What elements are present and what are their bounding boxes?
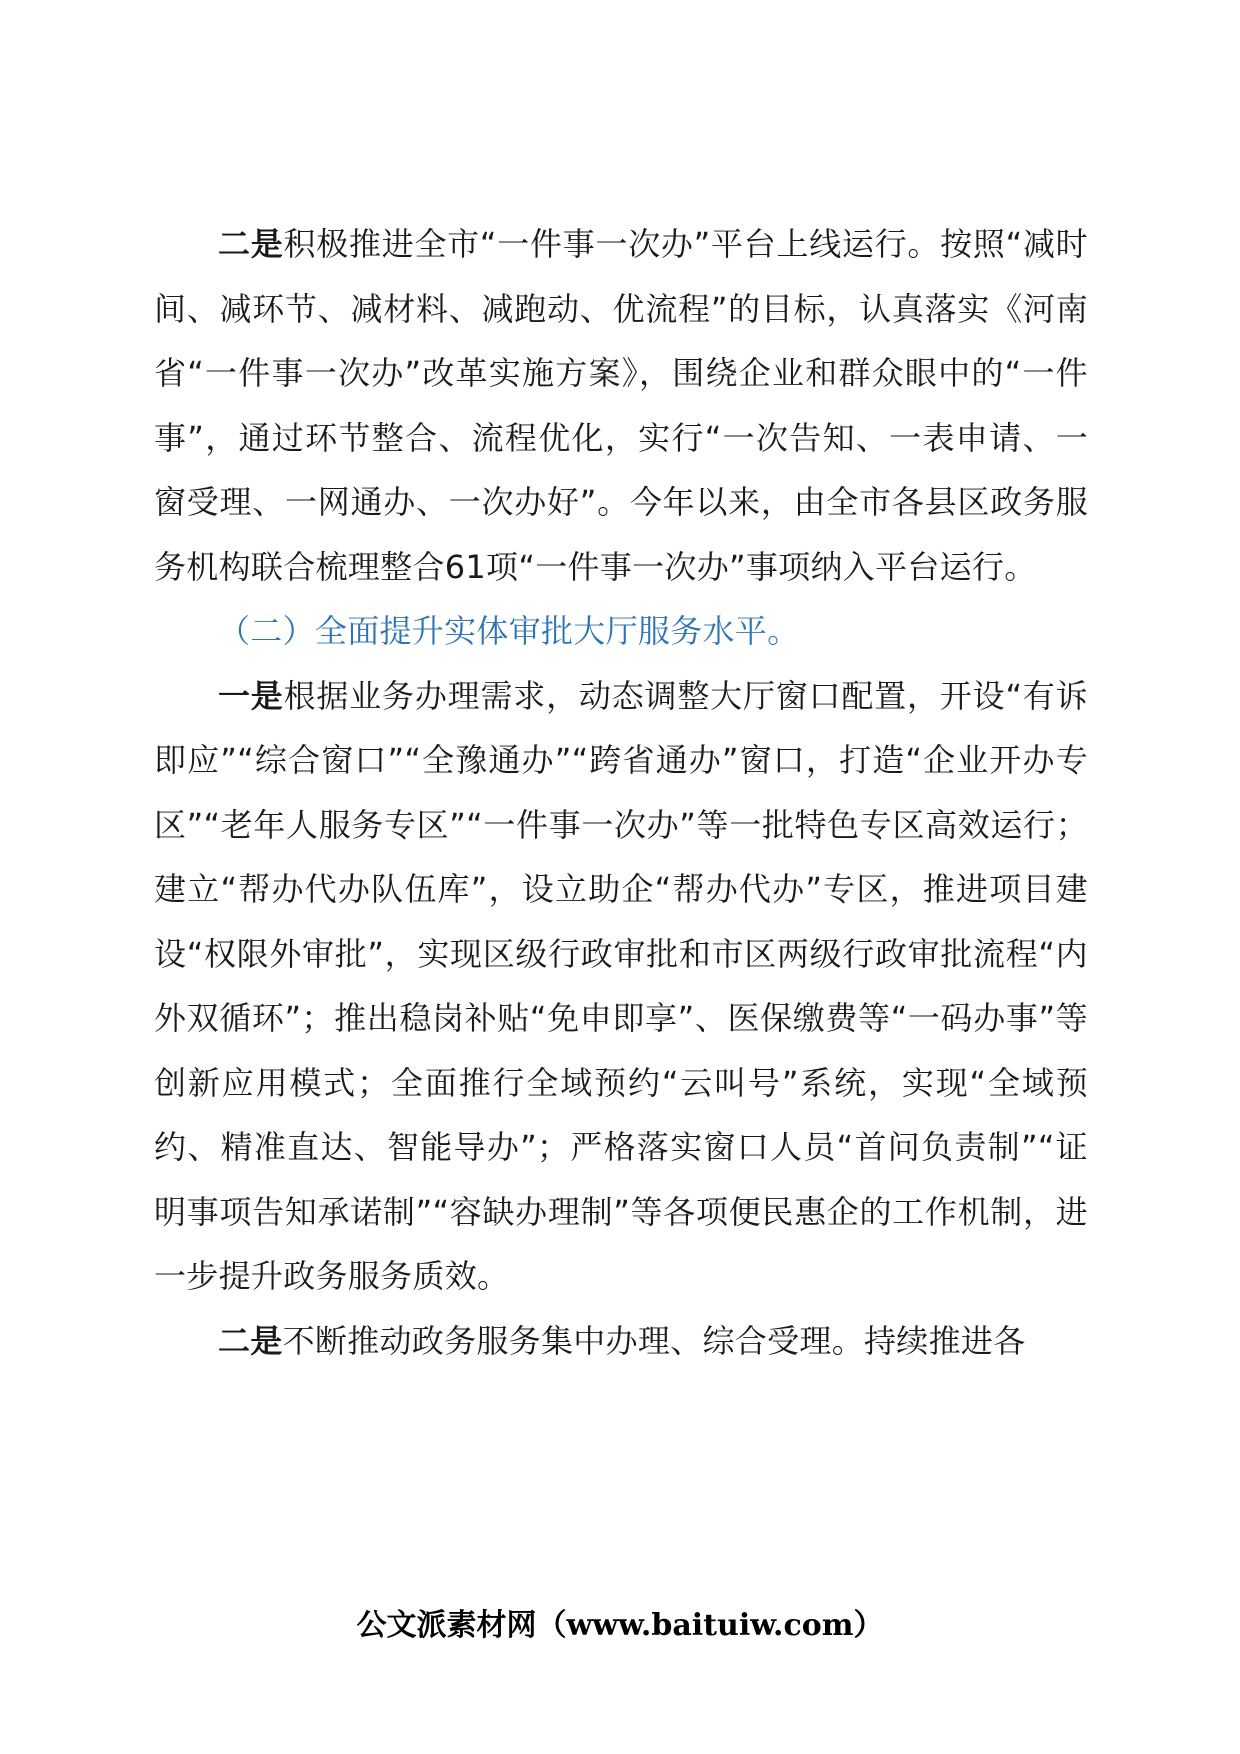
paragraph-lead: 二是 <box>218 1321 283 1360</box>
document-body <box>154 212 1088 1373</box>
paragraph-text: 根据业务办理需求，动态调整大厅窗口配置，开设“有诉即应”“综合窗口”“全豫通办”“跨省通办”窗口，打造“企业开办专区”“老年人服务专区”“一件事一次办”等一批特色专区高效运行；建立“帮办代办队伍库”，设立助企“帮办代办”专区，推进项目建设“权限外审批”，实现区级行政审批和市区两级行政审批流程“内外双循环”；推出稳岗补贴“免申即享”、医保缴费等“一码办事”等创新应用模式；全面推行全域预约“云叫号”系统，实现“全域预约、精准直达、智能导办”；严格落实窗口人员“首问负责制”“证明事项告知承诺制”“容缺办理制”等各项便民惠企的工作机制，进一步提升政务服务质效。 <box>154 676 1088 1295</box>
paragraph-text: 积极推进全市“一件事一次办”平台上线运行。按照“减时间、减环节、减材料、减跑动、优流程”的目标，认真落实《河南省“一件事一次办”改革实施方案》，围绕企业和群众眼中的“一件事”，通过环节整合、流程优化，实行“一次告知、一表申请、一窗受理、一网通办、一次办好”。今年以来，由全市各县区政务服务机构联合梳理整合61项“一件事一次办”事项纳入平台运行。 <box>154 225 1088 586</box>
paragraph-lead: 二是 <box>218 225 284 263</box>
paragraph-text: 不断推动政务服务集中办理、综合受理。持续推进各 <box>282 1321 1026 1360</box>
paragraph-platform-launch <box>154 212 1088 599</box>
paragraph-hall-config <box>154 664 1088 1309</box>
paragraph-centralized-service <box>154 1309 1088 1374</box>
footer-watermark: 公文派素材网（www.baituiw.com） <box>356 1608 884 1643</box>
section-heading: （二）全面提升实体审批大厅服务水平。 <box>218 612 800 650</box>
paragraph-lead: 一是 <box>218 676 284 715</box>
